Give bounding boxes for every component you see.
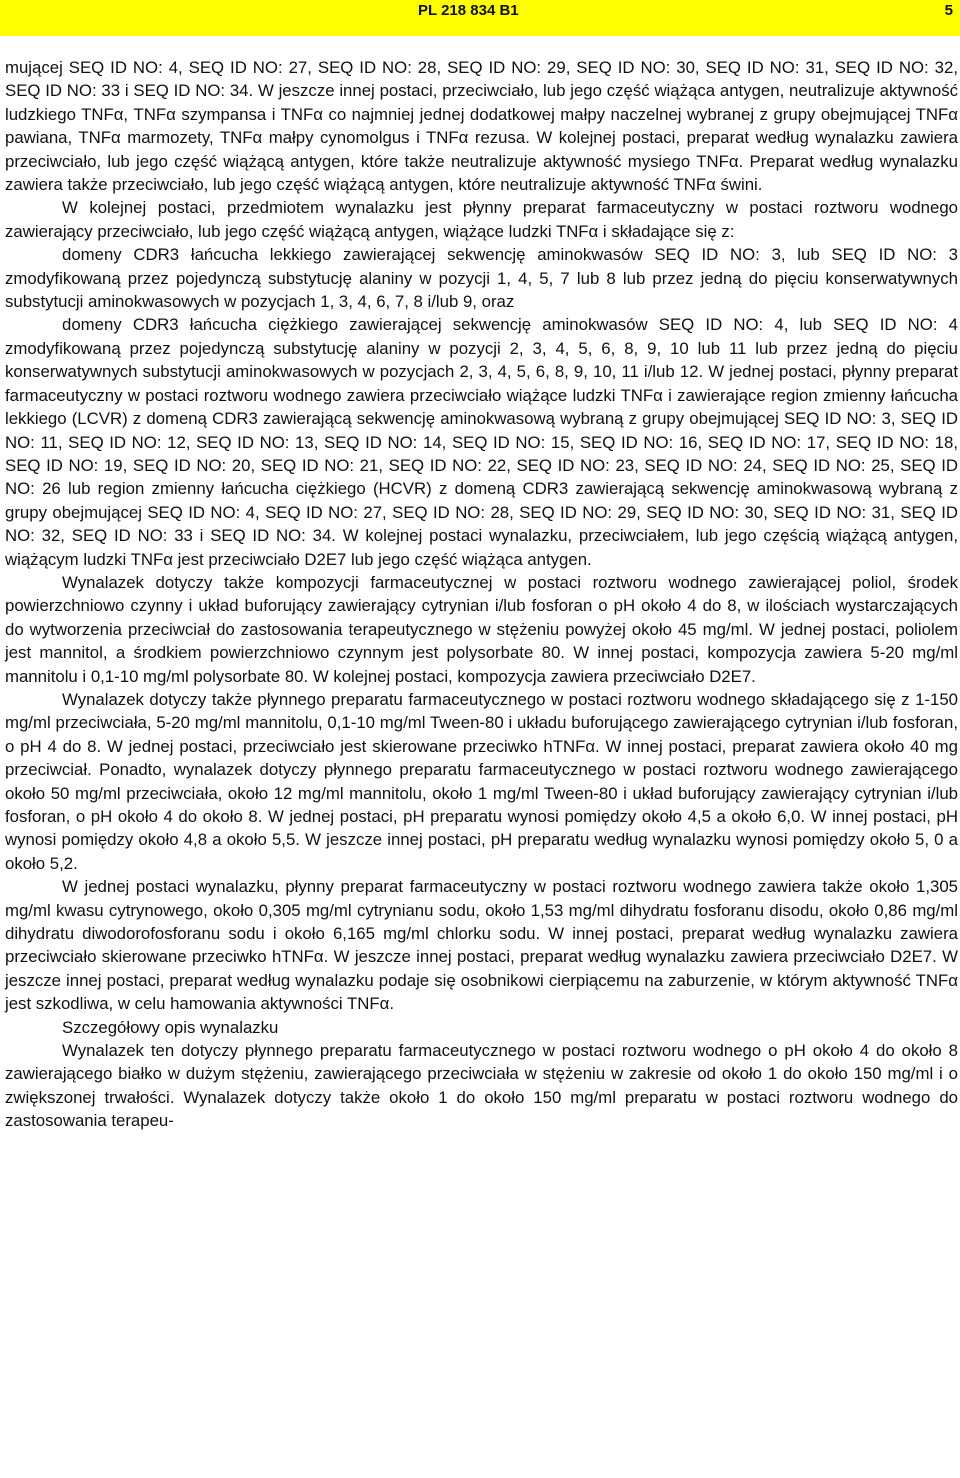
paragraph: domeny CDR3 łańcucha ciężkiego zawierającej sekwencję aminokwasów SEQ ID NO: 4, lub SEQ ID NO: 4 zmodyfikowaną przez pojedynczą substytucję alaniny w pozycji 2, 3, 4, 5, 6, 8, 9, 10 lub 11 lub przez jedną do pięciu konserwatywnych substytucji aminokwasowych w pozycjach 2, 3, 4, 5, 6, 8, 9, 10, 11 i/lub 12. W jednej postaci, płynny preparat farmaceutyczny w postaci roztworu wodnego zawiera przeciwciało wiążące ludzki TNFα i zawierające region zmienny łańcucha lekkiego (LCVR) z domeną CDR3 zawierającą sekwencję aminokwasową wybraną z grupy obejmującej SEQ ID NO: 3, SEQ ID NO: 11, SEQ ID NO: 12, SEQ ID NO: 13, SEQ ID NO: 14, SEQ ID NO: 15, SEQ ID NO: 16, SEQ ID NO: 17, SEQ ID NO: 18, SEQ ID NO: 19, SEQ ID NO: 20, SEQ ID NO: 21, SEQ ID NO: 22, SEQ ID NO: 23, SEQ ID NO: 24, SEQ ID NO: 25, SEQ ID NO: 26 lub region zmienny łańcucha ciężkiego (HCVR) z domeną CDR3 zawierającą sekwencję aminokwasową wybraną z grupy obejmującej SEQ ID NO: 4, SEQ ID NO: 27, SEQ ID NO: 28, SEQ ID NO: 29, SEQ ID NO: 30, SEQ ID NO: 31, SEQ ID NO: 32, SEQ ID NO: 33 i SEQ ID NO: 34. W kolejnej postaci wynalazku, przeciwciałem, lub jego częścią wiążącą antygen, wiążącym ludzki TNFα jest przeciwciało D2E7 lub jego część wiążąca antygen. [5,315,958,569]
paragraph: W kolejnej postaci, przedmiotem wynalazku jest płynny preparat farmaceutyczny w postaci roztworu wodnego zawierający przeciwciało, lub jego część wiążącą antygen, wiążące ludzki TNFα i składające się z: [5,198,958,241]
document-body [5,56,958,1133]
paragraph: domeny CDR3 łańcucha lekkiego zawierającej sekwencję aminokwasów SEQ ID NO: 3, lub SEQ ID NO: 3 zmodyfikowaną przez pojedynczą substytucję alaniny w pozycji 1, 4, 5, 7 lub 8 lub przez jedną do pięciu konserwatywnych substytucji aminokwasowych w pozycjach 1, 3, 4, 6, 7, 8 i/lub 9, oraz [5,245,958,312]
page-number: 5 [944,2,953,19]
paragraph: mującej SEQ ID NO: 4, SEQ ID NO: 27, SEQ ID NO: 28, SEQ ID NO: 29, SEQ ID NO: 30, SEQ ID NO: 31, SEQ ID NO: 32, SEQ ID NO: 33 i SEQ ID NO: 34. W jeszcze innej postaci, przeciwciało, lub jego część wiążąca antygen, neutralizuje aktywność ludzkiego TNFα, TNFα szympansa i TNFα co najmniej jednej dodatkowej małpy naczelnej wybranej z grupy obejmującej TNFα pawiana, TNFα marmozety, TNFα małpy cynomolgus i TNFα rezusa. W kolejnej postaci, preparat według wynalazku zawiera przeciwciało, lub jego część wiążącą antygen, które także neutralizuje aktywność mysiego TNFα. Preparat według wynalazku zawiera także przeciwciało, lub jego część wiążącą antygen, które neutralizuje aktywność TNFα świni. [5,58,958,195]
paragraph: Wynalazek dotyczy także kompozycji farmaceutycznej w postaci roztworu wodnego zawierającej poliol, środek powierzchniowo czynny i układ buforujący zawierający cytrynian i/lub fosforan o pH około 4 do 8, w ilościach wystarczających do wytworzenia przeciwciał do zastosowania terapeutycznego w stężeniu powyżej około 45 mg/ml. W jednej postaci, poliolem jest mannitol, a środkiem powierzchniowo czynnym jest polysorbate 80. W innej postaci, kompozycja zawiera 5-20 mg/ml mannitolu i 0,1-10 mg/ml polysorbate 80. W kolejnej postaci, kompozycja zawiera przeciwciało D2E7. [5,572,958,686]
section-heading: Szczegółowy opis wynalazku [62,1017,279,1037]
patent-number: PL 218 834 B1 [418,2,519,19]
paragraph: Wynalazek ten dotyczy płynnego preparatu farmaceutycznego w postaci roztworu wodnego o pH około 4 do około 8 zawierającego białko w dużym stężeniu, zawierającego przeciwciała w stężeniu w zakresie od około 1 do około 150 mg/ml i o zwiększonej trwałości. Wynalazek dotyczy także około 1 do około 150 mg/ml preparatu w postaci roztworu wodnego do zastosowania terapeu- [5,1041,958,1131]
paragraph: Wynalazek dotyczy także płynnego preparatu farmaceutycznego w postaci roztworu wodnego składającego się z 1-150 mg/ml przeciwciała, 5-20 mg/ml mannitolu, 0,1-10 mg/ml Tween-80 i układu buforującego zawierającego cytrynian i/lub fosforan, o pH 4 do 8. W jednej postaci, przeciwciało jest skierowane przeciwko hTNFα. W innej postaci, preparat zawiera około 40 mg przeciwciał. Ponadto, wynalazek dotyczy płynnego preparatu farmaceutycznego w postaci roztworu wodnego zawierającego około 50 mg/ml przeciwciała, około 12 mg/ml mannitolu, około 1 mg/ml Tween-80 i układ buforujący zawierający cytrynian i/lub fosforan, o pH około 4 do około 8. W jednej postaci, pH preparatu wynosi pomiędzy około 4,5 a około 6,0. W innej postaci, pH wynosi pomiędzy około 4,8 a około 5,5. W jeszcze innej postaci, pH preparatu według wynalazku wynosi pomiędzy około 5, 0 a około 5,2. [5,689,958,873]
paragraph: W jednej postaci wynalazku, płynny preparat farmaceutyczny w postaci roztworu wodnego zawiera także około 1,305 mg/ml kwasu cytrynowego, około 0,305 mg/ml cytrynianu sodu, około 1,53 mg/ml dihydratu fosforanu disodu, około 0,86 mg/ml dihydratu diwodorofosforanu sodu i około 6,165 mg/ml chlorku sodu. W innej postaci, preparat według wynalazku zawiera przeciwciało skierowane przeciwko hTNFα. W jeszcze innej postaci, preparat według wynalazku zawiera przeciwciało D2E7. W jeszcze innej postaci, preparat według wynalazku podaje się osobnikowi cierpiącemu na zaburzenie, w którym aktywność TNFα jest szkodliwa, w celu hamowania aktywności TNFα. [5,877,958,1014]
page-header [0,0,960,36]
